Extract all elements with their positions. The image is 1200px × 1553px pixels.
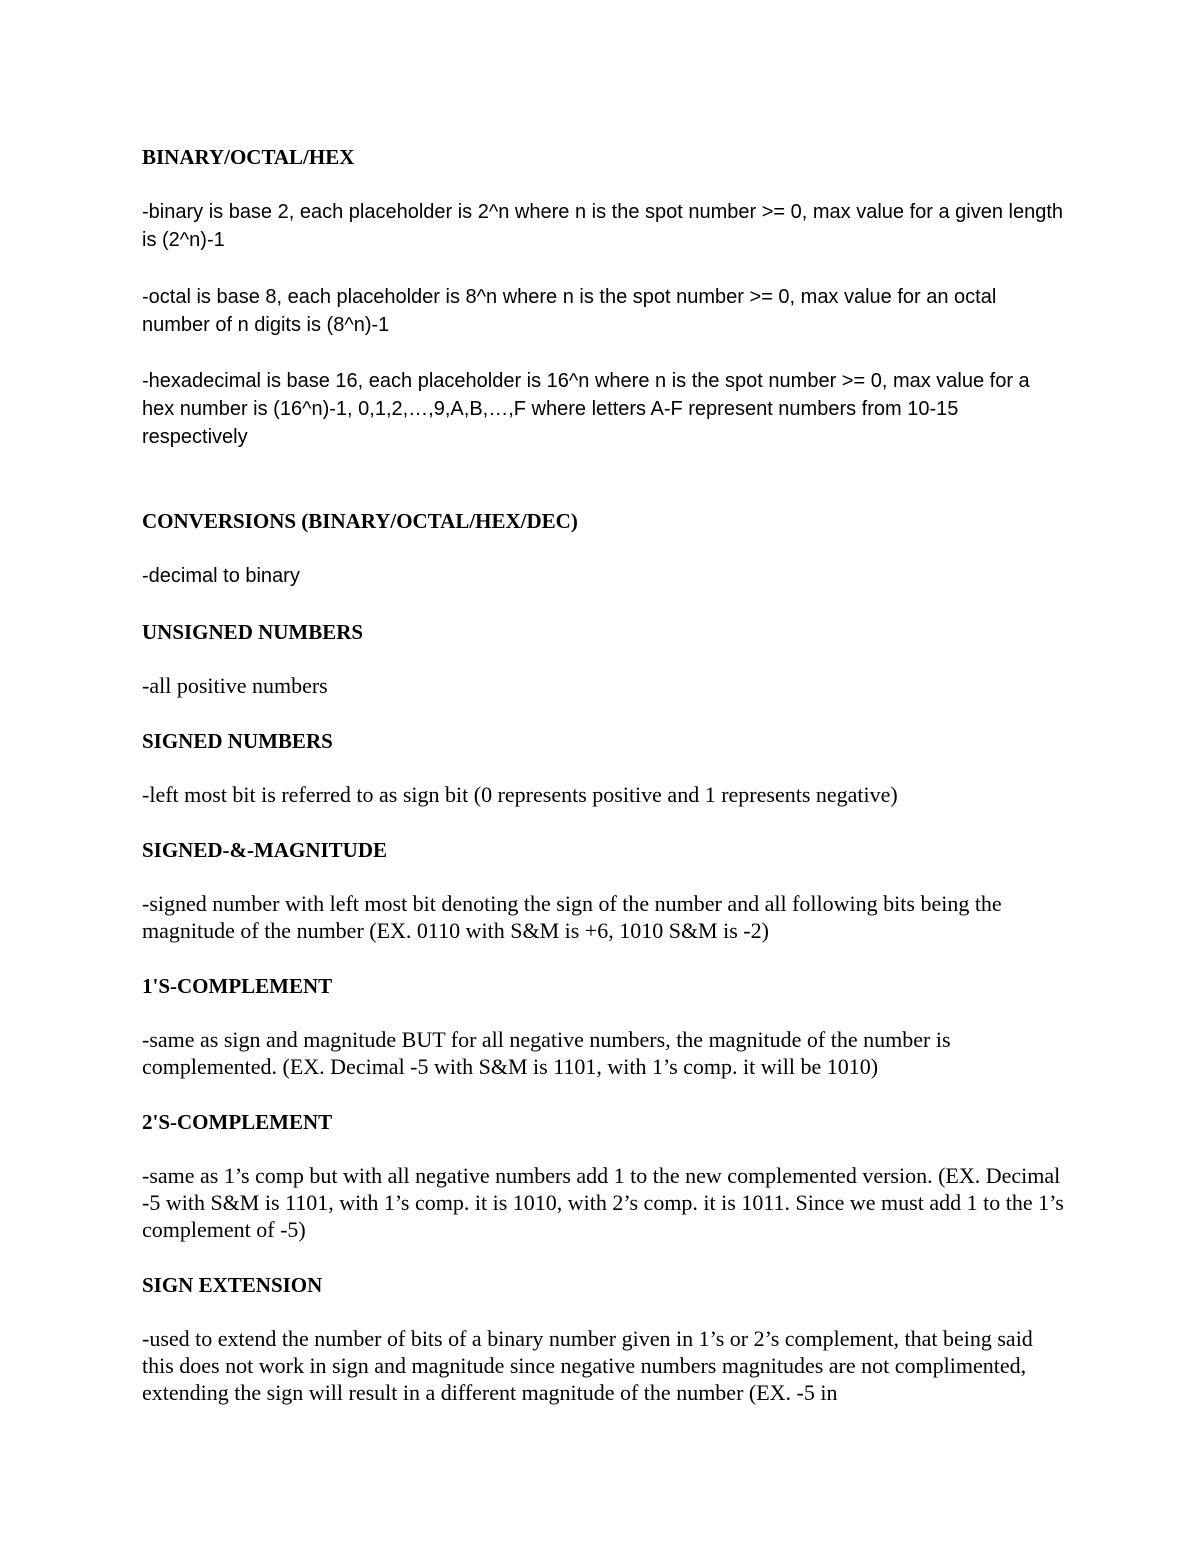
paragraph-unsigned: -all positive numbers bbox=[142, 673, 328, 698]
paragraph-hexadecimal: -hexadecimal is base 16, each placeholder is 16^n where n is the spot number >= 0, max value for a hex number is (16^n)-1, 0,1,2,…,9,A,B,…,F where letters A-F represent numbers from 10-15 respectively bbox=[142, 370, 1030, 448]
heading-conversions: CONVERSIONS (BINARY/OCTAL/HEX/DEC) bbox=[142, 509, 578, 533]
paragraph-octal: -octal is base 8, each placeholder is 8^n where n is the spot number >= 0, max value for an octal number of n digits is (8^n)-1 bbox=[142, 286, 997, 336]
paragraph-signed: -left most bit is referred to as sign bit (0 represents positive and 1 represents negative) bbox=[142, 782, 898, 807]
heading-unsigned-numbers: UNSIGNED NUMBERS bbox=[142, 620, 364, 644]
heading-twos-complement: 2'S-COMPLEMENT bbox=[142, 1110, 333, 1134]
paragraph-decimal-to-binary: -decimal to binary bbox=[142, 565, 300, 587]
paragraph-binary: -binary is base 2, each placeholder is 2^n where n is the spot number >= 0, max value for a given length is (2^n)-1 bbox=[142, 201, 1064, 251]
paragraph-twos-complement: -same as 1’s comp but with all negative numbers add 1 to the new complemented version. (EX. Decimal -5 with S&M is 1101, with 1’s comp. it is 1010, with 2’s comp. it is 1011. Since we must add 1 to the 1’s complement of -5) bbox=[142, 1163, 1064, 1242]
paragraph-sign-extension: -used to extend the number of bits of a binary number given in 1’s or 2’s complement, that being said this does not work in sign and magnitude since negative numbers magnitudes are not complimented, extending the sign will result in a different magnitude of the number (EX. -5 in bbox=[142, 1326, 1033, 1405]
paragraph-signed-magnitude: -signed number with left most bit denoting the sign of the number and all following bits being the magnitude of the number (EX. 0110 with S&M is +6, 1010 S&M is -2) bbox=[142, 891, 1002, 943]
heading-signed-magnitude: SIGNED-&-MAGNITUDE bbox=[142, 838, 388, 862]
paragraph-ones-complement: -same as sign and magnitude BUT for all negative numbers, the magnitude of the number is complemented. (EX. Decimal -5 with S&M is 1101, with 1’s comp. it will be 1010) bbox=[142, 1027, 951, 1079]
heading-ones-complement: 1'S-COMPLEMENT bbox=[142, 974, 333, 998]
heading-binary-octal-hex: BINARY/OCTAL/HEX bbox=[142, 145, 355, 169]
heading-signed-numbers: SIGNED NUMBERS bbox=[142, 729, 333, 753]
heading-sign-extension: SIGN EXTENSION bbox=[142, 1273, 323, 1297]
